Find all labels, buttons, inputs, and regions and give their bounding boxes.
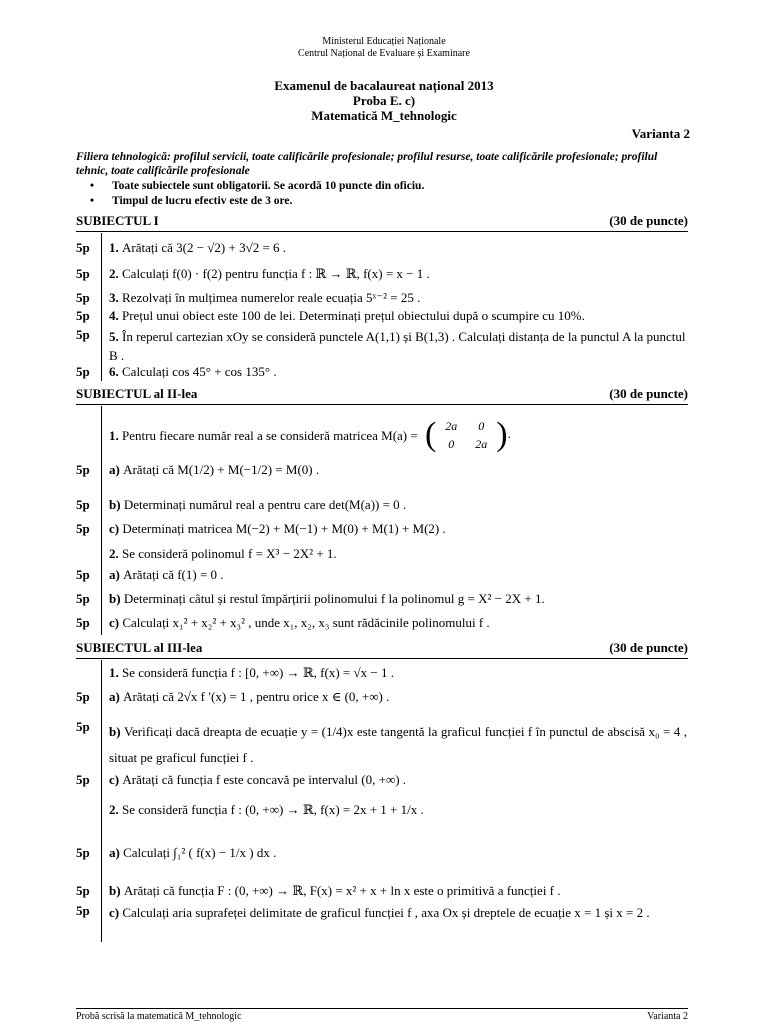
points-label: 5p [76, 883, 90, 898]
question-text: Determinați numărul real a pentru care det(M(a)) = 0 . [123, 497, 407, 512]
points-label: 5p [76, 308, 90, 323]
instructions-list [90, 179, 424, 209]
exam-page: Ministerul Educației Naționale Centrul Național de Evaluare și Examinare Examenul de bacalaureat național 2013 Proba E. c) Matematică M_tehnologic Varianta 2 Filiera tehnologică: profilul servicii, toate calificările profesionale; profilul resurse, toate calificările profesionale; profilul tehnic, toate calificările profesionale • Toate subiectele sunt obligatorii. Se acordă 10 puncte din oficiu. • Timpul de lucru efectiv este de 3 ore. SUBIECTUL I (30 de puncte) 5p 1. Arătați că 3(2 − √2) + 3√2 = 6 . 5p 2. Calculați f(0) · f(2) pentru funcția f : ℝ → ℝ, f(x) = x − 1 . 5p 3. Rezolvați în mulțimea numerelor reale ecuația 5ˣ⁻² = 25 . 5p 4. Prețul unui obiect este 100 de lei. Determinați prețul obiectului după o scumpire cu 10%. 5p 5. În reperul cartezian xOy se consideră punctele A(1,1) și B(1,3) . Calculați distanța de la punctul A la punctul B . 5p 6. Calculați cos 45° + cos 135° . SUBIECTUL al II-lea (30 de puncte) 1. Pentru fiecare număr real a se consideră matricea M(a) = ( 2a 0 0 2a ). 5p a) Arătați că M(1/2) + M(−1/2) = M(0) . 5p b) Determinați numărul real a pentru care det(M(a)) = 0 . 5p c) Determinați matricea M(−2) + M(−1) + M(0) + M(1) + M(2) . 2. Se consideră polinomul f = X³ − 2X² + 1. 5p a) Arătați că f(1) = 0 . 5p b) Determinați câtul și restul împărțirii polinomului f la polinomul g = X² − 2X + 1. 5p c) Calculați x₁² + x₂² + x₃² , unde x₁, x₂, x₃ sunt rădăcinile polinomului f . SUBIECTUL al III-lea (30 de puncte) 1. Se consideră funcția f : [0, +∞) → ℝ, f(x) = √x − 1 . 5p a) Arătați că 2√x f ′(x) = 1 , pentru orice x ∈ (0, +∞) . 5p b) Verificați dacă dreapta de ecuație y = (1/4)x este tangentă la graficul funcției f în punctul de abscisă x₀ = 4 , situat pe graficul funcției f . 5p c) Arătați că funcția f este concavă pe intervalul (0, +∞) . 2. Se consideră funcția f : (0, +∞) → ℝ, f(x) = 2x + 1 + 1/x . 5p a) Calculați ∫₁² ( f(x) − 1/x ) dx . 5p b) Arătați că funcția F : (0, +∞) → ℝ, F(x) = x² + x + ln x este o primitivă a funcției f . 5p c) Calculați aria suprafeței delimitate de graficul funcției f , axa Ox și dreptele de ecuație x = 1 și x = 2 . Probă scrisă la matematică M_tehnologic Varianta 2 [0, 0, 768, 1024]
section-3-header [76, 640, 688, 659]
question-text: Arătați că f(1) = 0 . [123, 567, 224, 582]
question-text: Determinați câtul și restul împărțirii polinomului f la polinomul g = X² − 2X + 1. [123, 591, 545, 606]
section-2-header [76, 386, 688, 405]
section-1-points: (30 de puncte) [609, 213, 688, 228]
points-label: 5p [76, 903, 90, 918]
points-label: 5p [76, 591, 90, 606]
question-text: Calculați ∫₁² ( f(x) − 1/x ) dx . [123, 845, 277, 860]
section-1-header [76, 213, 688, 232]
question-text: În reperul cartezian xOy se consideră punctele A(1,1) și B(1,3) . Calculați distanța de la punctul A la punctul B . [109, 329, 686, 363]
proba-title: Proba E. c) [352, 93, 416, 108]
section-1-divider [101, 233, 102, 381]
exam-title: Examenul de bacalaureat național 2013 [274, 78, 494, 93]
question-text: Prețul unui obiect este 100 de lei. Determinați prețul obiectului după o scumpire cu 10%. [122, 308, 585, 323]
instruction-item: • Toate subiectele sunt obligatorii. Se acordă 10 puncte din oficiu. [90, 179, 424, 194]
question-text: Calculați x₁² + x₂² + x₃² , unde x₁, x₂, x₃ sunt rădăcinile polinomului f . [122, 615, 490, 630]
subject-title: Matematică M_tehnologic [311, 108, 457, 123]
section-2-divider [101, 406, 102, 635]
points-label: 5p [76, 327, 90, 342]
filiera-text: Filiera tehnologică: profilul servicii, toate calificările profesionale; profilul resurse, toate calificările profesionale; profilul tehnic, toate calificările profesionale [76, 151, 658, 177]
question-text: Calculați f(0) · f(2) pentru funcția f : ℝ → ℝ, f(x) = x − 1 . [122, 266, 430, 281]
matrix-cell: 2a [445, 419, 458, 433]
points-label: 5p [76, 240, 90, 255]
question-text: Rezolvați în mulțimea numerelor reale ecuația 5ˣ⁻² = 25 . [122, 290, 421, 305]
page-footer [76, 1008, 688, 1022]
matrix-cell: 2a [475, 437, 488, 451]
problem-text: Pentru fiecare număr real a se consideră matricea M(a) = [122, 427, 418, 443]
section-3-points: (30 de puncte) [609, 640, 688, 655]
problem-text: Se consideră polinomul f = X³ − 2X² + 1. [122, 546, 337, 561]
question-text: Arătați că 2√x f ′(x) = 1 , pentru orice x ∈ (0, +∞) . [123, 689, 390, 704]
section-3-divider [101, 660, 102, 942]
footer-left-text: Probă scrisă la matematică M_tehnologic [76, 1011, 242, 1022]
points-label: 5p [76, 719, 90, 734]
instruction-item: • Timpul de lucru efectiv este de 3 ore. [90, 194, 424, 209]
ministry-line-1: Ministerul Educației Naționale [322, 36, 446, 47]
question-text: Arătați că funcția F : (0, +∞) → ℝ, F(x) = x² + x + ln x este o primitivă a funcției f . [123, 883, 561, 898]
question-text: Verificați dacă dreapta de ecuație y = (1/4)x este tangentă la graficul funcției f în punctul de abscisă x₀ = 4 , situat pe graficul funcției f . [109, 724, 687, 765]
question-text: Arătați că 3(2 − √2) + 3√2 = 6 . [122, 240, 287, 255]
varianta-label: Varianta 2 [631, 126, 690, 141]
question-text: Calculați cos 45° + cos 135° . [122, 364, 277, 379]
points-label: 5p [76, 290, 90, 305]
problem-text: Se consideră funcția f : [0, +∞) → ℝ, f(x) = √x − 1 . [122, 665, 394, 680]
section-3-title: SUBIECTUL al III-lea [76, 640, 203, 655]
section-2-points: (30 de puncte) [609, 386, 688, 401]
points-label: 5p [76, 364, 90, 379]
section-1-title: SUBIECTUL I [76, 213, 159, 228]
points-label: 5p [76, 567, 90, 582]
points-label: 5p [76, 497, 90, 512]
section-2-title: SUBIECTUL al II-lea [76, 386, 198, 401]
footer-right-text: Varianta 2 [647, 1011, 688, 1022]
points-label: 5p [76, 521, 90, 536]
question-text: Determinați matricea M(−2) + M(−1) + M(0) + M(1) + M(2) . [122, 521, 446, 536]
points-label: 5p [76, 615, 90, 630]
points-label: 5p [76, 266, 90, 281]
ministry-line-2: Centrul Național de Evaluare și Examinare [298, 48, 470, 59]
points-label: 5p [76, 689, 90, 704]
question-text: Calculați aria suprafeței delimitate de graficul funcției f , axa Ox și dreptele de ecuație x = 1 și x = 2 . [122, 905, 650, 920]
question-text: Arătați că funcția f este concavă pe intervalul (0, +∞) . [122, 772, 407, 787]
matrix-cell: 0 [478, 419, 485, 433]
matrix: ( 2a 0 0 2a ). [424, 416, 511, 453]
points-label: 5p [76, 462, 90, 477]
points-label: 5p [76, 772, 90, 787]
question-text: Arătați că M(1/2) + M(−1/2) = M(0) . [123, 462, 320, 477]
matrix-cell: 0 [448, 437, 455, 451]
problem-text: Se consideră funcția f : (0, +∞) → ℝ, f(x) = 2x + 1 + 1/x . [122, 802, 424, 817]
points-label: 5p [76, 845, 90, 860]
